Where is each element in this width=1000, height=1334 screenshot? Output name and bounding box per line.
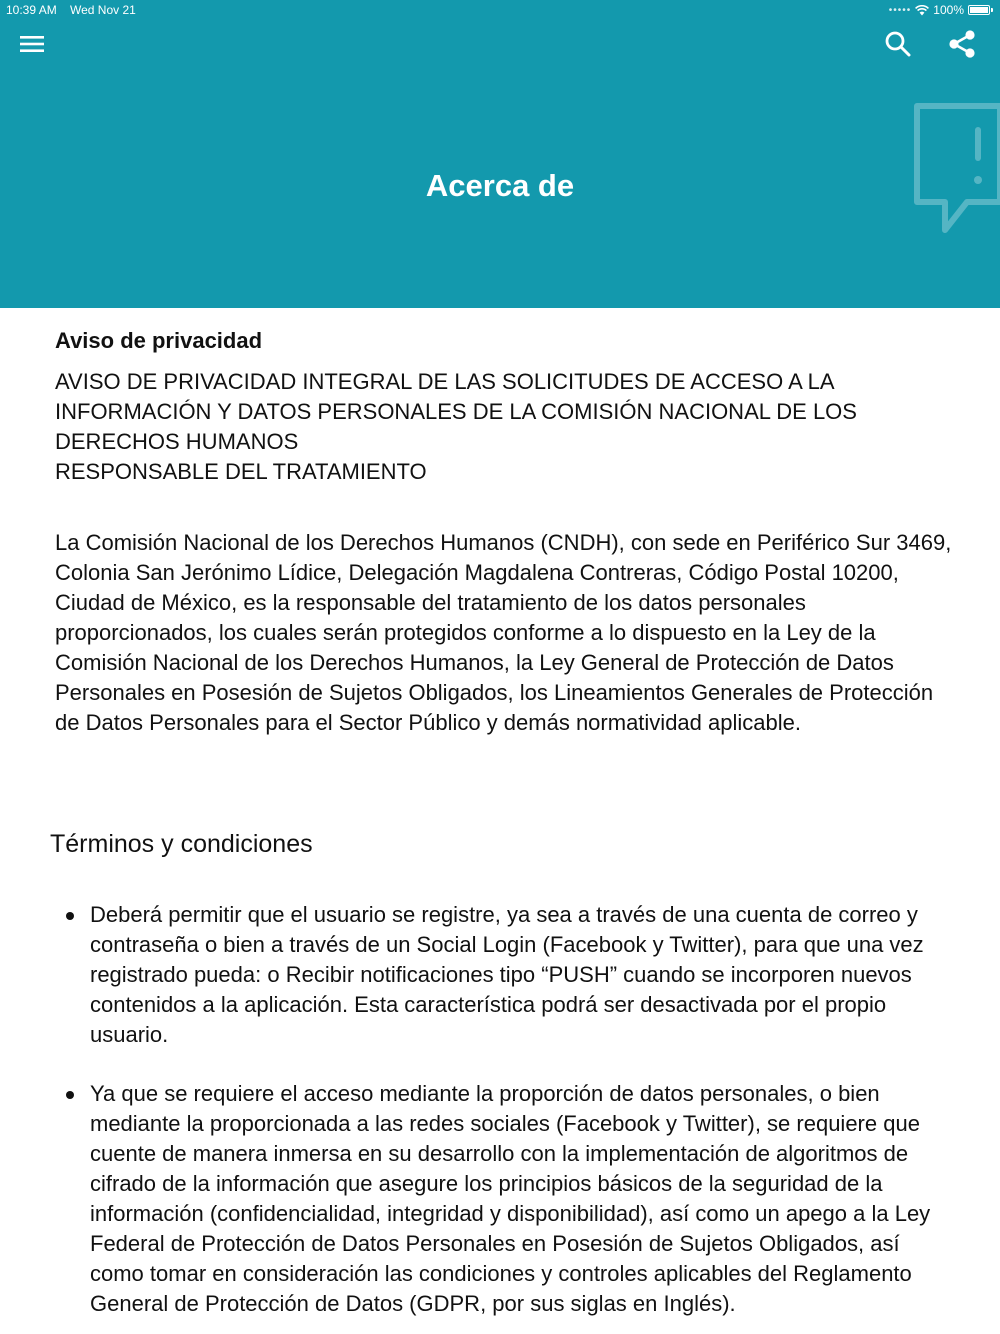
privacy-subtitle (55, 367, 955, 487)
bullet-icon (66, 1091, 74, 1099)
battery-percentage: 100% (933, 3, 964, 17)
privacy-paragraph: La Comisión Nacional de los Derechos Humanos (CNDH), con sede en Periférico Sur 3469, Colonia San Jerónimo Lídice, Delegación Magdalena Contreras, Código Postal 10200, Ciudad de México, es la responsable del tratamiento de los datos personales proporcionados, los cuales serán protegidos conforme a lo dispuesto en la Ley de la Comisión Nacional de los Derechos Humanos, la Ley General de Protección de Datos Personales en Posesión de Sujetos Obligados, los Lineamientos Generales de Protección de Datos Personales para el Sector Público y demás normatividad aplicable. (55, 530, 952, 735)
privacy-heading: Aviso de privacidad (55, 328, 263, 353)
battery-level (970, 7, 988, 13)
share-button[interactable] (940, 22, 984, 66)
status-time: 10:39 AM (6, 3, 57, 17)
search-icon (884, 30, 912, 58)
status-indicators (889, 3, 990, 17)
bullet-icon (66, 912, 74, 920)
status-date: Wed Nov 21 (70, 3, 136, 17)
privacy-subtitle-line: AVISO DE PRIVACIDAD INTEGRAL DE LAS SOLICITUDES DE ACCESO A LA (55, 369, 835, 394)
share-icon (947, 29, 977, 59)
privacy-subtitle-line: RESPONSABLE DEL TRATAMIENTO (55, 459, 427, 484)
page-title: Acerca de (425, 168, 575, 203)
terms-list-item (90, 1079, 950, 1319)
wifi-icon (915, 5, 929, 16)
terms-item-text: Deberá permitir que el usuario se registre, ya sea a través de una cuenta de correo y contraseña o bien a través de un Social Login (Facebook y Twitter), para que una vez registrado pueda: o Recibir notificaciones tipo “PUSH” cuando se incorporen nuevos contenidos a la aplicación. Esta característica podrá ser desactivada por el propio usuario. (90, 902, 924, 1047)
header (0, 0, 1000, 308)
privacy-subtitle-line: DERECHOS HUMANOS (55, 429, 299, 454)
cellular-signal-icon: ••••• (888, 4, 912, 16)
menu-button[interactable] (10, 22, 54, 66)
terms-heading: Términos y condiciones (50, 830, 313, 858)
status-bar (0, 0, 1000, 20)
battery-icon (968, 5, 990, 15)
terms-item-text: Ya que se requiere el acceso mediante la proporción de datos personales, o bien mediante la proporcionada a las redes sociales (Facebook y Twitter), se requiere que cuente de manera inmersa en su desarrollo con la implementación de algoritmos de cifrado de la información que asegure los principios básicos de la seguridad de la información (confidencialidad, integridad y disponibilidad), así como un apego a la Ley Federal de Protección de Datos Personales en Posesión de Sujetos Obligados, así como tomar en consideración las condiciones y controles aplicables del Reglamento General de Protección de Datos (GDPR, por sus siglas en Inglés). (90, 1081, 931, 1316)
terms-list (90, 900, 950, 1334)
menu-icon (19, 34, 45, 54)
privacy-subtitle-line: INFORMACIÓN Y DATOS PERSONALES DE LA COMISIÓN NACIONAL DE LOS (55, 399, 857, 424)
content-area[interactable] (0, 308, 1000, 1334)
terms-list-item (90, 900, 950, 1050)
search-button[interactable] (876, 22, 920, 66)
